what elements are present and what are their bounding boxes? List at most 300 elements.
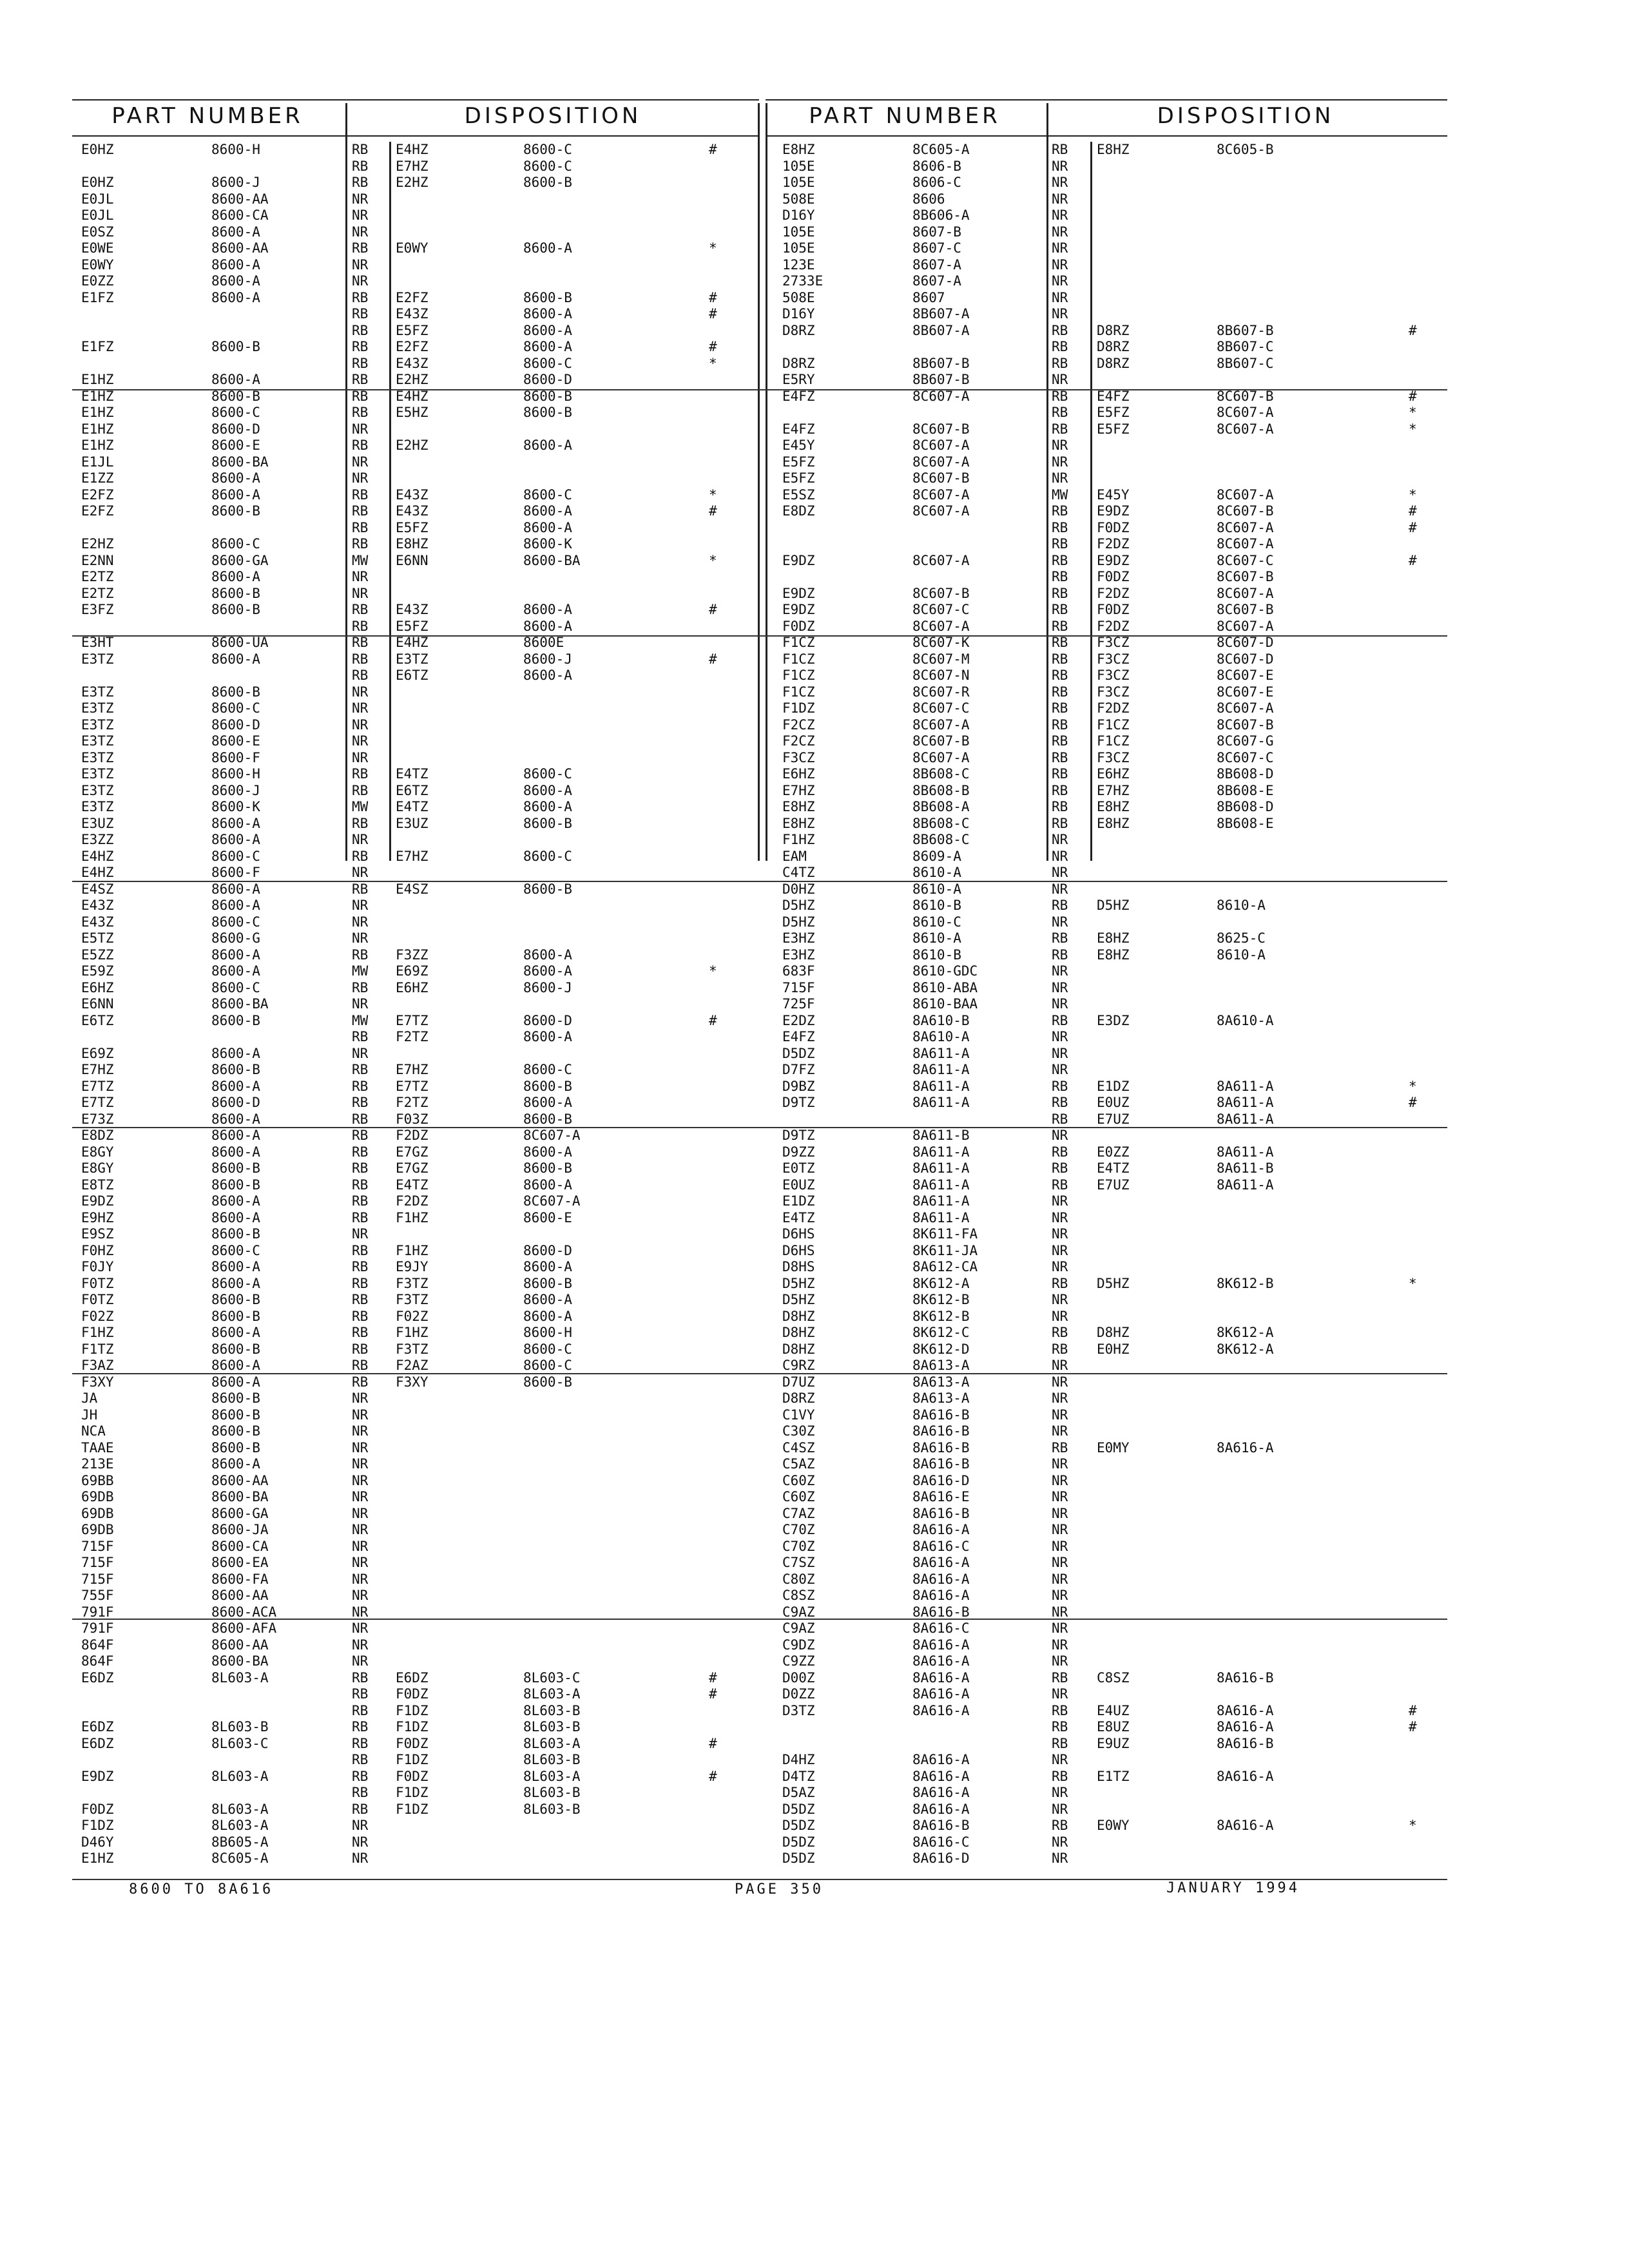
disposition-code: NR (1052, 191, 1068, 207)
part-number: 8A611-A (912, 1209, 970, 1225)
part-prefix: JA (81, 1390, 98, 1406)
part-number: 8607-A (912, 256, 961, 273)
part-number: 8600-BA (211, 1489, 269, 1504)
table-row (766, 799, 1447, 816)
part-prefix: F1TZ (81, 1341, 114, 1357)
part-number: 8610-B (912, 947, 961, 963)
table-row (72, 1769, 759, 1785)
part-prefix: E4HZ (81, 848, 114, 864)
new-number: 8600-BA (523, 552, 581, 568)
table-row (72, 1588, 759, 1604)
part-number: 8600-B (211, 1308, 260, 1324)
disposition-code: NR (1052, 1801, 1068, 1817)
new-prefix: F03Z (396, 1111, 429, 1127)
part-prefix: F0TZ (81, 1275, 114, 1291)
disposition-code: NR (1052, 289, 1068, 305)
disposition-code: NR (1052, 1686, 1068, 1702)
part-prefix: E0JL (81, 191, 114, 207)
footer-page: PAGE 350 (735, 1881, 824, 1898)
new-prefix: F0DZ (396, 1735, 429, 1751)
part-prefix: E3TZ (81, 684, 114, 700)
part-number: 8A616-E (912, 1489, 970, 1504)
left-column-table (72, 103, 759, 1866)
new-number: 8L603-B (523, 1719, 581, 1735)
disposition-code: RB (352, 355, 369, 371)
part-number: 8A616-B (912, 1423, 970, 1439)
table-row (766, 849, 1447, 865)
part-number: 8600-A (211, 1358, 260, 1373)
part-number: 8600-A (211, 372, 260, 387)
part-number: 8C607-B (912, 585, 970, 601)
disposition-code: RB (352, 668, 369, 683)
part-number: 8A611-A (912, 1045, 970, 1061)
disposition-code: NR (352, 733, 369, 749)
part-number: 8600-H (211, 142, 260, 157)
table-row (766, 1489, 1447, 1506)
note-mark: # (1409, 1095, 1417, 1110)
disposition-code: RB (1052, 947, 1068, 963)
part-number: 8600-C (211, 536, 260, 552)
new-number: 8C607-D (1217, 635, 1274, 650)
part-prefix: 123E (782, 256, 815, 273)
new-number: 8B608-D (1217, 799, 1274, 814)
new-number: 8600-A (523, 1308, 572, 1324)
new-number: 8600-A (523, 947, 572, 963)
disposition-code: RB (1052, 1012, 1068, 1028)
block-separator (72, 1619, 1447, 1620)
block-separator (72, 881, 1447, 882)
disposition-code: RB (352, 1358, 369, 1373)
part-prefix: D46Y (81, 1834, 114, 1850)
part-number: 8600-GA (211, 1505, 269, 1521)
part-number: 8A611-A (912, 1177, 970, 1193)
disposition-code: NR (352, 1637, 369, 1653)
note-mark: # (709, 651, 717, 667)
disposition-code: RB (1052, 1325, 1068, 1340)
new-prefix: E6DZ (396, 1669, 429, 1686)
part-number: 8609-A (912, 848, 961, 864)
part-number: 8C607-A (912, 437, 970, 453)
new-prefix: E2HZ (396, 175, 429, 190)
part-prefix: E3HZ (782, 947, 815, 963)
part-prefix: E45Y (782, 437, 815, 453)
table-row (766, 783, 1447, 800)
disposition-header: DISPOSITION (1157, 103, 1335, 129)
note-mark: * (709, 963, 717, 979)
part-number: 8A616-B (912, 1604, 970, 1620)
part-prefix: E2FZ (81, 486, 114, 503)
disposition-code: RB (1052, 602, 1068, 617)
new-prefix: E4SZ (396, 881, 429, 897)
disposition-code: RB (352, 158, 369, 174)
disposition-code: NR (1052, 1374, 1068, 1390)
table-row (72, 1095, 759, 1111)
disposition-code: NR (1052, 1555, 1068, 1570)
new-number: 8C607-C (1217, 749, 1274, 765)
disposition-code: NR (1052, 1834, 1068, 1850)
disposition-code: NR (352, 684, 369, 700)
part-number: 8600-BA (211, 454, 269, 470)
new-number: 8600-A (523, 240, 572, 256)
table-row (72, 257, 759, 274)
part-number: 8K612-B (912, 1292, 970, 1307)
new-number: 8C607-C (1217, 552, 1274, 568)
new-prefix: E2FZ (396, 289, 429, 305)
new-prefix: E0WY (1097, 1818, 1130, 1833)
part-number: 8C607-C (912, 700, 970, 716)
table-row (72, 1210, 759, 1227)
part-number: 8600-B (211, 1012, 260, 1028)
new-prefix: D8RZ (1097, 322, 1130, 338)
new-prefix: E69Z (396, 963, 429, 979)
part-prefix: D8HZ (782, 1325, 815, 1340)
part-number: 8600-AFA (211, 1620, 277, 1636)
part-number: 8C607-A (912, 552, 970, 568)
part-prefix: E9SZ (81, 1226, 114, 1242)
disposition-code: RB (1052, 635, 1068, 650)
table-row (72, 1473, 759, 1490)
new-prefix: F02Z (396, 1308, 429, 1324)
table-row (766, 273, 1447, 290)
new-number: 8600-C (523, 1062, 572, 1077)
new-prefix: F1HZ (396, 1209, 429, 1225)
part-number: 8L603-A (211, 1669, 269, 1686)
part-prefix: D9ZZ (782, 1144, 815, 1160)
disposition-code: NR (1052, 865, 1068, 880)
disposition-code: NR (1052, 1522, 1068, 1537)
part-number: 8B607-A (912, 322, 970, 338)
disposition-code: RB (1052, 1735, 1068, 1751)
table-row (766, 1506, 1447, 1523)
part-prefix: E3TZ (81, 700, 114, 716)
part-number: 8A616-A (912, 1686, 970, 1702)
note-mark: # (1409, 519, 1417, 535)
disposition-code: NR (352, 1226, 369, 1242)
part-prefix: E8DZ (782, 503, 815, 519)
part-prefix: D4TZ (782, 1768, 815, 1784)
table-row (766, 1292, 1447, 1309)
new-prefix: E7HZ (396, 158, 429, 174)
new-prefix: E5FZ (396, 322, 429, 338)
part-number: 8A611-A (912, 1095, 970, 1110)
table-row (72, 898, 759, 914)
table-row (766, 1079, 1447, 1095)
new-prefix: E4HZ (396, 635, 429, 650)
part-number: 8600-B (211, 1341, 260, 1357)
new-number: 8600-B (523, 1160, 572, 1176)
new-prefix: E4TZ (1097, 1160, 1130, 1176)
disposition-code: RB (352, 1719, 369, 1735)
note-mark: # (709, 1768, 717, 1784)
table-row (766, 733, 1447, 750)
part-number: 8600-B (211, 1062, 260, 1077)
disposition-code: RB (352, 1801, 369, 1817)
disposition-code: NR (352, 700, 369, 716)
disposition-code: NR (352, 865, 369, 880)
table-row (72, 1620, 759, 1637)
new-number: 8C607-A (523, 1193, 581, 1209)
part-prefix: C4TZ (782, 865, 815, 880)
new-number: 8600-A (523, 322, 572, 338)
part-prefix: E6HZ (81, 979, 114, 995)
new-prefix: D8RZ (1097, 339, 1130, 354)
table-row (766, 586, 1447, 602)
part-number: 8A616-A (912, 1588, 970, 1603)
disposition-code: RB (352, 142, 369, 157)
table-row (766, 372, 1447, 389)
part-number: 8B608-C (912, 815, 970, 831)
disposition-code: RB (352, 289, 369, 305)
part-number: 8A616-D (912, 1472, 970, 1488)
disposition-code: RB (352, 1292, 369, 1307)
part-number: 8600-AA (211, 240, 269, 256)
table-row (72, 1719, 759, 1736)
disposition-code: RB (352, 947, 369, 963)
part-prefix: C60Z (782, 1472, 815, 1488)
table-row (766, 881, 1447, 898)
part-prefix: D8RZ (782, 355, 815, 371)
part-number: 8A616-A (912, 1555, 970, 1570)
table-row (766, 520, 1447, 537)
part-number: 8A616-A (912, 1653, 970, 1669)
part-prefix: 864F (81, 1653, 114, 1669)
new-number: 8600-A (523, 339, 572, 354)
table-row (72, 1046, 759, 1062)
part-prefix: E0HZ (81, 142, 114, 157)
disposition-code: RB (352, 536, 369, 552)
part-prefix: F3AZ (81, 1358, 114, 1373)
part-number: 8A616-B (912, 1456, 970, 1472)
table-row (766, 1390, 1447, 1407)
part-prefix: C60Z (782, 1489, 815, 1504)
part-prefix: E4HZ (81, 865, 114, 880)
new-number: 8C607-A (1217, 421, 1274, 437)
disposition-code: RB (1052, 930, 1068, 946)
new-prefix: D8RZ (1097, 355, 1130, 371)
new-prefix: F3CZ (1097, 635, 1130, 650)
disposition-code: NR (1052, 207, 1068, 223)
table-row (766, 717, 1447, 734)
part-prefix: C5AZ (782, 1456, 815, 1472)
table-row (766, 454, 1447, 471)
part-prefix: E3UZ (81, 815, 114, 831)
table-row (766, 651, 1447, 668)
table-row (766, 996, 1447, 1013)
part-prefix: E5FZ (782, 470, 815, 486)
part-number: 8A611-A (912, 1144, 970, 1160)
new-number: 8C607-B (1217, 503, 1274, 519)
part-number: 8610-C (912, 914, 961, 930)
part-number: 8A616-A (912, 1801, 970, 1817)
new-prefix: E8HZ (1097, 142, 1130, 157)
new-number: 8600-A (523, 437, 572, 453)
table-row (766, 1259, 1447, 1276)
part-number: 8C607-B (912, 470, 970, 486)
disposition-code: NR (1052, 1850, 1068, 1866)
table-row (72, 470, 759, 487)
part-prefix: E69Z (81, 1045, 114, 1061)
table-row (766, 240, 1447, 257)
disposition-code: RB (352, 486, 369, 503)
part-prefix: EAM (782, 848, 807, 864)
disposition-code: MW (1052, 486, 1068, 503)
table-row (72, 1802, 759, 1818)
note-mark: * (1409, 405, 1417, 420)
new-prefix: D5HZ (1097, 1275, 1130, 1291)
part-prefix: F2CZ (782, 716, 815, 733)
new-prefix: F2AZ (396, 1358, 429, 1373)
part-number: 8K612-B (912, 1308, 970, 1324)
part-number: 8610-A (912, 881, 961, 897)
part-prefix: E0TZ (782, 1160, 815, 1176)
table-row (766, 865, 1447, 881)
table-row (72, 1309, 759, 1325)
block-separator (72, 1127, 1447, 1128)
disposition-code: RB (352, 1193, 369, 1209)
part-number: 8600-C (211, 914, 260, 930)
table-row (72, 520, 759, 537)
part-prefix: E3TZ (81, 749, 114, 765)
part-number: 8600-B (211, 1390, 260, 1406)
part-number: 8600-B (211, 1292, 260, 1307)
part-number: 8600-A (211, 1325, 260, 1340)
new-prefix: C8SZ (1097, 1669, 1130, 1686)
disposition-code: RB (352, 1325, 369, 1340)
part-number: 8A613-A (912, 1374, 970, 1390)
part-number: 8607-C (912, 240, 961, 256)
table-row (72, 1850, 759, 1867)
table-row (72, 1341, 759, 1358)
part-prefix: E6NN (81, 996, 114, 1012)
part-number: 8600-A (211, 1374, 260, 1390)
table-row (72, 1571, 759, 1588)
part-number: 8600-B (211, 1160, 260, 1176)
new-prefix: E8UZ (1097, 1719, 1130, 1735)
new-prefix: F3CZ (1097, 668, 1130, 683)
part-prefix: 715F (81, 1555, 114, 1570)
part-number: 8A610-B (912, 1012, 970, 1028)
footer-range: 8600 TO 8A616 (129, 1881, 274, 1898)
disposition-code: RB (1052, 898, 1068, 913)
new-number: 8A616-A (1217, 1719, 1274, 1735)
disposition-code: RB (1052, 519, 1068, 535)
table-row (72, 1703, 759, 1720)
disposition-code: NR (1052, 1193, 1068, 1209)
table-row (766, 306, 1447, 323)
new-prefix: F1CZ (1097, 716, 1130, 733)
new-prefix: E3UZ (396, 815, 429, 831)
new-number: 8A611-B (1217, 1160, 1274, 1176)
new-number: 8C607-A (523, 1128, 581, 1143)
new-prefix: E8HZ (1097, 930, 1130, 946)
table-row (766, 470, 1447, 487)
part-prefix: E3FZ (81, 602, 114, 617)
part-number: 8A616-A (912, 1785, 970, 1800)
part-number: 8600-A (211, 1144, 260, 1160)
table-row (766, 1522, 1447, 1539)
part-prefix: 791F (81, 1620, 114, 1636)
table-row (72, 569, 759, 586)
new-number: 8600-C (523, 1358, 572, 1373)
part-prefix: D5DZ (782, 1818, 815, 1833)
part-prefix: 105E (782, 175, 815, 190)
part-number: 8600-A (211, 1045, 260, 1061)
part-number: 8600-A (211, 569, 260, 584)
part-prefix: E43Z (81, 898, 114, 913)
table-row (72, 1752, 759, 1769)
part-number: 8600-B (211, 339, 260, 354)
disposition-code: RB (1052, 799, 1068, 814)
table-row (766, 668, 1447, 684)
part-prefix: E5TZ (81, 930, 114, 946)
new-prefix: E0HZ (1097, 1341, 1130, 1357)
disposition-code: RB (352, 1177, 369, 1193)
disposition-code: RB (352, 1128, 369, 1143)
new-number: 8A611-A (1217, 1144, 1274, 1160)
disposition-code: RB (352, 175, 369, 190)
table-row (72, 1423, 759, 1440)
table-row (766, 1243, 1447, 1260)
new-prefix: E7UZ (1097, 1177, 1130, 1193)
right-column-table (766, 103, 1447, 1866)
part-prefix: C70Z (782, 1538, 815, 1554)
left-rows (72, 142, 759, 1867)
part-prefix: F3CZ (782, 749, 815, 765)
part-prefix: D5HZ (782, 1292, 815, 1307)
part-prefix: E5ZZ (81, 947, 114, 963)
part-number: 8600-C (211, 405, 260, 420)
table-row (766, 257, 1447, 274)
part-number: 8600-B (211, 1177, 260, 1193)
part-prefix: E2DZ (782, 1012, 815, 1028)
part-prefix: E9DZ (81, 1768, 114, 1784)
part-number: 8A611-A (912, 1193, 970, 1209)
new-number: 8C607-A (1217, 585, 1274, 601)
new-number: 8A616-B (1217, 1735, 1274, 1751)
part-prefix: D9BZ (782, 1078, 815, 1094)
new-prefix: F1DZ (396, 1719, 429, 1735)
new-number: 8C607-D (1217, 651, 1274, 667)
part-prefix: D5HZ (782, 1275, 815, 1291)
table-row (72, 240, 759, 257)
table-row (72, 1670, 759, 1687)
disposition-code: RB (352, 1308, 369, 1324)
part-prefix: E8DZ (81, 1128, 114, 1143)
table-row (72, 1013, 759, 1030)
part-number: 8610-A (912, 930, 961, 946)
part-number: 8C607-A (912, 716, 970, 733)
new-number: 8600-A (523, 782, 572, 798)
table-row (72, 503, 759, 520)
part-prefix: 508E (782, 191, 815, 207)
table-row (766, 159, 1447, 175)
part-prefix: D5AZ (782, 1785, 815, 1800)
disposition-code: NR (352, 832, 369, 847)
table-row (766, 832, 1447, 849)
disposition-code: RB (352, 848, 369, 864)
disposition-code: NR (352, 1489, 369, 1504)
header-rule (766, 135, 1447, 137)
part-number: 8B606-A (912, 207, 970, 223)
table-row (72, 306, 759, 323)
table-row (72, 437, 759, 454)
disposition-code: RB (1052, 503, 1068, 519)
table-row (766, 1029, 1447, 1046)
disposition-code: RB (1052, 1275, 1068, 1291)
new-prefix: E5HZ (396, 405, 429, 420)
part-prefix: D0ZZ (782, 1686, 815, 1702)
disposition-code: NR (352, 224, 369, 240)
